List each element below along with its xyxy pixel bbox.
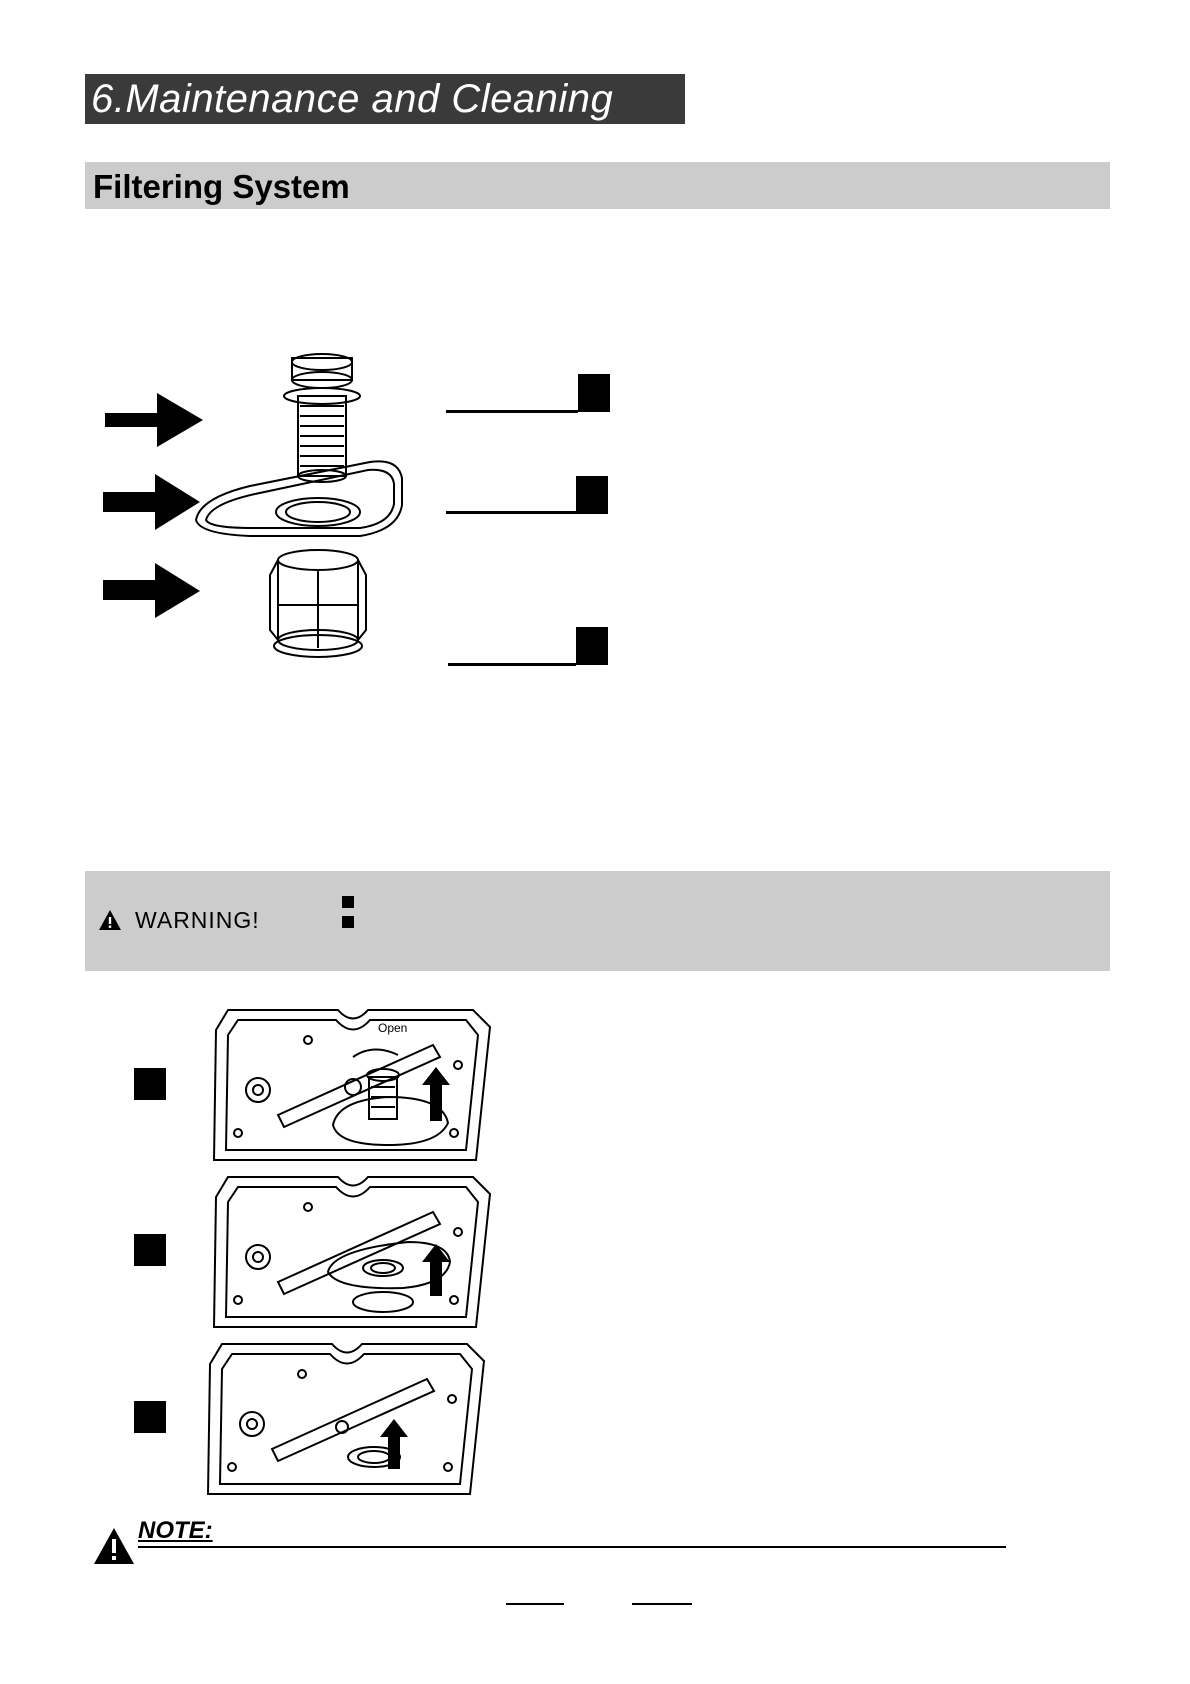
step-marker (134, 1401, 166, 1433)
step-illustration-3 (202, 1339, 487, 1499)
note-label: NOTE: (138, 1517, 213, 1544)
callout-marker (576, 476, 608, 514)
footer-rule (632, 1603, 692, 1605)
arrow-right-icon (105, 393, 203, 447)
chapter-title: 6.Maintenance and Cleaning (85, 74, 685, 124)
section-title: Filtering System (85, 162, 1110, 209)
warning-label: WARNING! (135, 907, 260, 933)
step-illustration-1 (208, 1005, 493, 1165)
callout-line (448, 663, 576, 666)
up-arrow-icon (422, 1067, 450, 1121)
arrow-right-icon (103, 563, 200, 618)
callout-marker (576, 627, 608, 665)
step-illustration-2 (208, 1172, 493, 1332)
warning-bullet (342, 896, 354, 908)
coarse-filter-illustration (284, 354, 360, 482)
note-underline (138, 1546, 1006, 1548)
step-marker (134, 1234, 166, 1266)
warning-panel (85, 871, 1110, 971)
callout-marker (578, 374, 610, 412)
footer-rule (506, 1603, 564, 1605)
step-label-open: Open (378, 1021, 408, 1035)
callout-line (446, 511, 576, 514)
note-warning-triangle-icon (93, 1527, 135, 1565)
step-marker (134, 1068, 166, 1100)
callout-line (446, 410, 578, 413)
fine-filter-illustration (270, 550, 366, 657)
warning-bullet (342, 916, 354, 928)
warning-triangle-icon (98, 909, 122, 931)
arrow-right-icon (103, 474, 200, 530)
